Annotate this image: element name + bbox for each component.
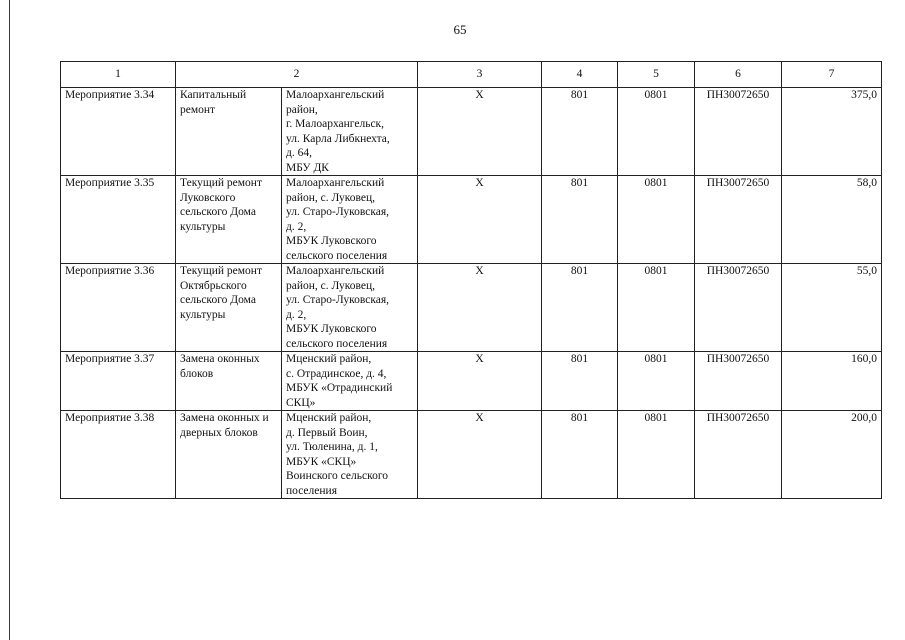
measure-cell: Мероприятие 3.35	[61, 176, 176, 264]
address-line: Мценский район,	[286, 353, 372, 365]
address-cell	[282, 352, 418, 411]
address-line: д. 64,	[286, 147, 312, 159]
address-line: Мценский район,	[286, 412, 372, 424]
col5-cell: 0801	[618, 411, 695, 499]
address-line: с. Отрадинское, д. 4,	[286, 367, 387, 380]
col4-cell: 801	[542, 352, 618, 411]
work-cell: Текущий ремонт Луковского сельского Дома культуры	[176, 176, 282, 264]
address-line: д. 2,	[286, 308, 307, 321]
table-row	[61, 352, 882, 411]
work-cell: Замена оконных блоков	[176, 352, 282, 411]
table-header-row	[61, 62, 882, 88]
col3-cell: Х	[418, 352, 542, 411]
col5-cell: 0801	[618, 264, 695, 352]
table-row	[61, 176, 882, 264]
header-col-2: 2	[176, 62, 418, 88]
address-line: район, с. Луковец,	[286, 191, 376, 204]
header-col-1: 1	[61, 62, 176, 88]
page-number: 65	[453, 22, 467, 37]
address-line: район, с. Луковец,	[286, 279, 376, 292]
measure-cell: Мероприятие 3.37	[61, 352, 176, 411]
measure-cell: Мероприятие 3.36	[61, 264, 176, 352]
address-line: Малоархангельский	[286, 89, 385, 101]
address-line: ул. Карла Либкнехта,	[286, 132, 390, 145]
header-col-3: 3	[418, 62, 542, 88]
work-cell: Капитальный ремонт	[176, 88, 282, 176]
col5-cell: 0801	[618, 352, 695, 411]
address-line: ул. Старо-Луковская,	[286, 206, 390, 218]
address-line: поселения	[286, 484, 337, 497]
address-cell	[282, 88, 418, 176]
col6-cell: ПН30072650	[695, 88, 782, 176]
header-col-5: 5	[618, 62, 695, 88]
address-line: район,	[286, 103, 318, 116]
address-line: МБУ ДК	[286, 161, 329, 174]
table-row	[61, 411, 882, 499]
col3-cell: Х	[418, 264, 542, 352]
col5-cell: 0801	[618, 88, 695, 176]
col4-cell: 801	[542, 88, 618, 176]
col3-cell: Х	[418, 88, 542, 176]
address-line: МБУК «СКЦ»	[286, 455, 357, 468]
address-line: СКЦ»	[286, 396, 316, 409]
measure-cell: Мероприятие 3.38	[61, 411, 176, 499]
address-line: д. 2,	[286, 220, 307, 233]
address-line: МБУК Луковского	[286, 323, 377, 335]
address-line: ул. Старо-Луковская,	[286, 294, 390, 306]
col4-cell: 801	[542, 411, 618, 499]
work-cell: Текущий ремонт Октябрьского сельского Дома культуры	[176, 264, 282, 352]
header-col-4: 4	[542, 62, 618, 88]
col4-cell: 801	[542, 176, 618, 264]
address-line: г. Малоархангельск,	[286, 118, 385, 130]
col4-cell: 801	[542, 264, 618, 352]
address-line: Малоархангельский	[286, 177, 385, 189]
amount-cell: 55,0	[782, 264, 882, 352]
address-line: ул. Тюленина, д. 1,	[286, 441, 378, 453]
amount-cell: 58,0	[782, 176, 882, 264]
col5-cell: 0801	[618, 176, 695, 264]
address-cell	[282, 264, 418, 352]
address-cell	[282, 176, 418, 264]
table-row	[61, 264, 882, 352]
work-cell: Замена оконных и дверных блоков	[176, 411, 282, 499]
address-line: сельского поселения	[286, 337, 388, 350]
address-line: МБУК «Отрадинский	[286, 382, 393, 394]
col6-cell: ПН30072650	[695, 411, 782, 499]
header-col-6: 6	[695, 62, 782, 88]
measure-cell: Мероприятие 3.34	[61, 88, 176, 176]
address-line: МБУК Луковского	[286, 235, 377, 247]
col3-cell: Х	[418, 176, 542, 264]
budget-table	[60, 61, 882, 499]
amount-cell: 200,0	[782, 411, 882, 499]
page-left-border	[9, 0, 10, 640]
col3-cell: Х	[418, 411, 542, 499]
address-line: д. Первый Воин,	[286, 426, 368, 439]
table-row	[61, 88, 882, 176]
col6-cell: ПН30072650	[695, 264, 782, 352]
header-col-7: 7	[782, 62, 882, 88]
address-line: Воинского сельского	[286, 470, 389, 482]
col6-cell: ПН30072650	[695, 352, 782, 411]
address-line: Малоархангельский	[286, 265, 385, 277]
amount-cell: 375,0	[782, 88, 882, 176]
amount-cell: 160,0	[782, 352, 882, 411]
address-cell	[282, 411, 418, 499]
col6-cell: ПН30072650	[695, 176, 782, 264]
address-line: сельского поселения	[286, 249, 388, 262]
